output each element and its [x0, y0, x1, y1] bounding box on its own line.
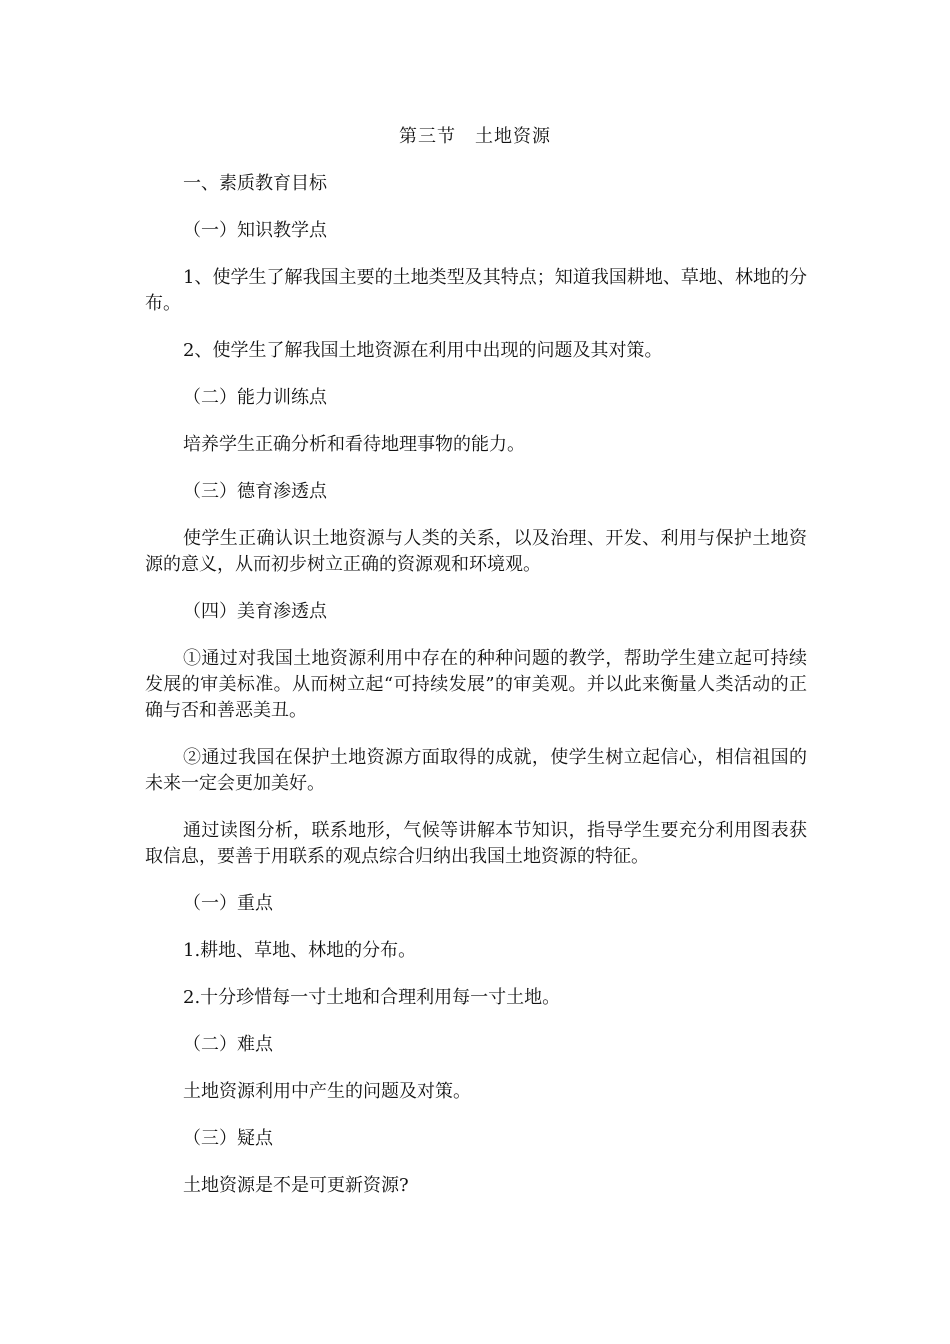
- paragraph-method: 通过读图分析，联系地形，气候等讲解本节知识，指导学生要充分利用图表获取信息，要善于用联系的观点综合归纳出我国土地资源的特征。: [145, 820, 807, 867]
- subheading-difficulties: （二）难点: [183, 1034, 273, 1055]
- subheading-moral-points: （三）德育渗透点: [183, 481, 327, 502]
- paragraph-aesthetic-1: ①通过对我国土地资源利用中存在的种种问题的教学，帮助学生建立起可持续发展的审美标准。从而树立起“可持续发展”的审美观。并以此来衡量人类活动的正确与否和善恶美丑。: [145, 648, 807, 721]
- subheading-key-points: （一）重点: [183, 893, 273, 914]
- document-title: 第三节 土地资源: [399, 126, 551, 147]
- paragraph-ability: 培养学生正确分析和看待地理事物的能力。: [183, 434, 525, 455]
- subheading-ability-points: （二）能力训练点: [183, 387, 327, 408]
- paragraph-doubt: 土地资源是不是可更新资源?: [183, 1175, 409, 1196]
- paragraph-aesthetic-2: ②通过我国在保护土地资源方面取得的成就，使学生树立起信心，相信祖国的未来一定会更加美好。: [145, 747, 807, 794]
- subheading-knowledge-points: （一）知识教学点: [183, 220, 327, 241]
- paragraph-key-1: 1.耕地、草地、林地的分布。: [183, 940, 417, 961]
- subheading-aesthetic-points: （四）美育渗透点: [183, 601, 327, 622]
- paragraph-knowledge-1: 1、使学生了解我国主要的土地类型及其特点；知道我国耕地、草地、林地的分布。: [145, 267, 807, 314]
- document-body: [145, 171, 807, 1220]
- paragraph-key-2: 2.十分珍惜每一寸土地和合理利用每一寸土地。: [183, 987, 561, 1008]
- subheading-doubts: （三）疑点: [183, 1128, 273, 1149]
- paragraph-difficulty: 土地资源利用中产生的问题及对策。: [183, 1081, 471, 1102]
- paragraph-moral: 使学生正确认识土地资源与人类的关系，以及治理、开发、利用与保护土地资源的意义，从而初步树立正确的资源观和环境观。: [145, 528, 807, 575]
- section-heading-goals: 一、素质教育目标: [183, 173, 327, 194]
- paragraph-knowledge-2: 2、使学生了解我国土地资源在利用中出现的问题及其对策。: [183, 340, 663, 361]
